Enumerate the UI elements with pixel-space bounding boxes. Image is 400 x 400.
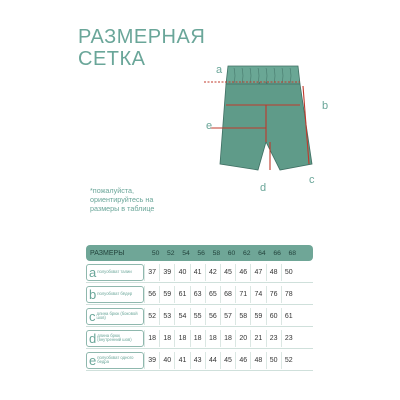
size-value-cell: 41 [174, 352, 189, 369]
size-value-cell: 41 [190, 264, 205, 281]
size-value-cell: 23 [266, 330, 281, 347]
measure-name-cell [86, 308, 144, 325]
label-e: e [206, 120, 213, 132]
size-value-cell: 39 [159, 264, 174, 281]
label-d: d [260, 182, 267, 194]
header-size: 56 [197, 249, 205, 257]
size-value-cell: 46 [235, 352, 250, 369]
size-value-cell: 18 [190, 330, 205, 347]
size-value-cell: 18 [174, 330, 189, 347]
table-row [86, 307, 313, 328]
header-size: 64 [258, 249, 266, 257]
measure-name-cell [86, 286, 144, 303]
size-value-cell: 46 [235, 264, 250, 281]
measure-description: длина брюк (внутренний шов) [97, 332, 132, 343]
size-value-cell: 23 [281, 330, 296, 347]
title-line-1: РАЗМЕРНАЯ [78, 26, 206, 48]
measure-description: длина брюк (боковой шов) [96, 310, 138, 321]
label-a: a [216, 64, 223, 76]
measure-description: полуобхват бёдер [97, 290, 133, 296]
size-value-cell: 48 [250, 352, 265, 369]
size-value-cell: 57 [220, 308, 235, 325]
size-value-cell: 52 [144, 308, 159, 325]
size-value-cell: 40 [174, 264, 189, 281]
header-size: 66 [273, 249, 281, 257]
title-line-2: СЕТКА [78, 48, 146, 70]
measure-description: полуобхват одного бедра [97, 354, 134, 365]
measure-letter: c [89, 308, 96, 324]
size-value-cell: 42 [205, 264, 220, 281]
size-value-cell: 18 [159, 330, 174, 347]
header-size: 52 [167, 249, 175, 257]
size-value-cell: 54 [174, 308, 189, 325]
size-value-cell: 48 [266, 264, 281, 281]
size-value-cell: 53 [159, 308, 174, 325]
size-value-cell: 45 [220, 264, 235, 281]
size-value-cell: 61 [281, 308, 296, 325]
size-value-cell: 63 [190, 286, 205, 303]
size-value-cell: 71 [235, 286, 250, 303]
measure-letter: e [89, 352, 97, 368]
size-value-cell: 59 [159, 286, 174, 303]
size-value-cell: 56 [144, 286, 159, 303]
header-size: 58 [212, 249, 221, 257]
header-size: 62 [242, 249, 251, 257]
table-row [86, 329, 313, 350]
size-value-cell: 18 [144, 330, 159, 347]
shorts-waistband [226, 66, 300, 84]
size-value-cell: 58 [235, 308, 250, 325]
size-value-cell: 47 [250, 264, 265, 281]
size-value-cell: 18 [220, 330, 235, 347]
size-value-cell: 44 [205, 352, 220, 369]
size-value-cell: 68 [220, 286, 235, 303]
size-value-cell: 52 [281, 352, 296, 369]
table-row [86, 351, 313, 372]
measure-name-cell [86, 264, 144, 281]
page-title [78, 26, 205, 70]
size-value-cell: 45 [220, 352, 235, 369]
size-value-cell: 76 [266, 286, 281, 303]
measure-letter: d [89, 330, 97, 346]
measure-name-cell [86, 330, 144, 347]
header-size: 60 [227, 249, 236, 257]
header-size: 54 [182, 249, 190, 257]
size-value-cell: 18 [205, 330, 220, 347]
label-b: b [322, 100, 329, 112]
size-value-cell: 61 [174, 286, 189, 303]
size-value-cell: 39 [144, 352, 159, 369]
size-table [86, 245, 313, 371]
measure-description: полуобхват талии [97, 268, 132, 274]
size-value-cell: 65 [205, 286, 220, 303]
header-size: 68 [288, 249, 297, 257]
size-value-cell: 43 [190, 352, 205, 369]
label-c: c [309, 174, 315, 186]
size-value-cell: 74 [250, 286, 265, 303]
size-value-cell: 50 [266, 352, 281, 369]
measure-name-cell [86, 352, 144, 369]
size-note: *пожалуйста, ориентируйтесь на размеры в таблице [90, 186, 155, 214]
size-table-header [86, 245, 313, 261]
size-value-cell: 50 [281, 264, 296, 281]
size-value-cell: 40 [159, 352, 174, 369]
size-value-cell: 21 [250, 330, 265, 347]
measure-letter: b [89, 286, 97, 302]
measure-letter: a [89, 264, 97, 280]
table-row [86, 285, 313, 306]
header-size: 50 [151, 249, 160, 257]
size-value-cell: 55 [190, 308, 205, 325]
shorts-diagram [200, 60, 330, 185]
size-value-cell: 60 [266, 308, 281, 325]
header-label: РАЗМЕРЫ [90, 249, 125, 257]
size-value-cell: 56 [205, 308, 220, 325]
size-value-cell: 59 [250, 308, 265, 325]
size-value-cell: 78 [281, 286, 296, 303]
size-value-cell: 20 [235, 330, 250, 347]
table-row [86, 263, 313, 284]
size-value-cell: 37 [144, 264, 159, 281]
